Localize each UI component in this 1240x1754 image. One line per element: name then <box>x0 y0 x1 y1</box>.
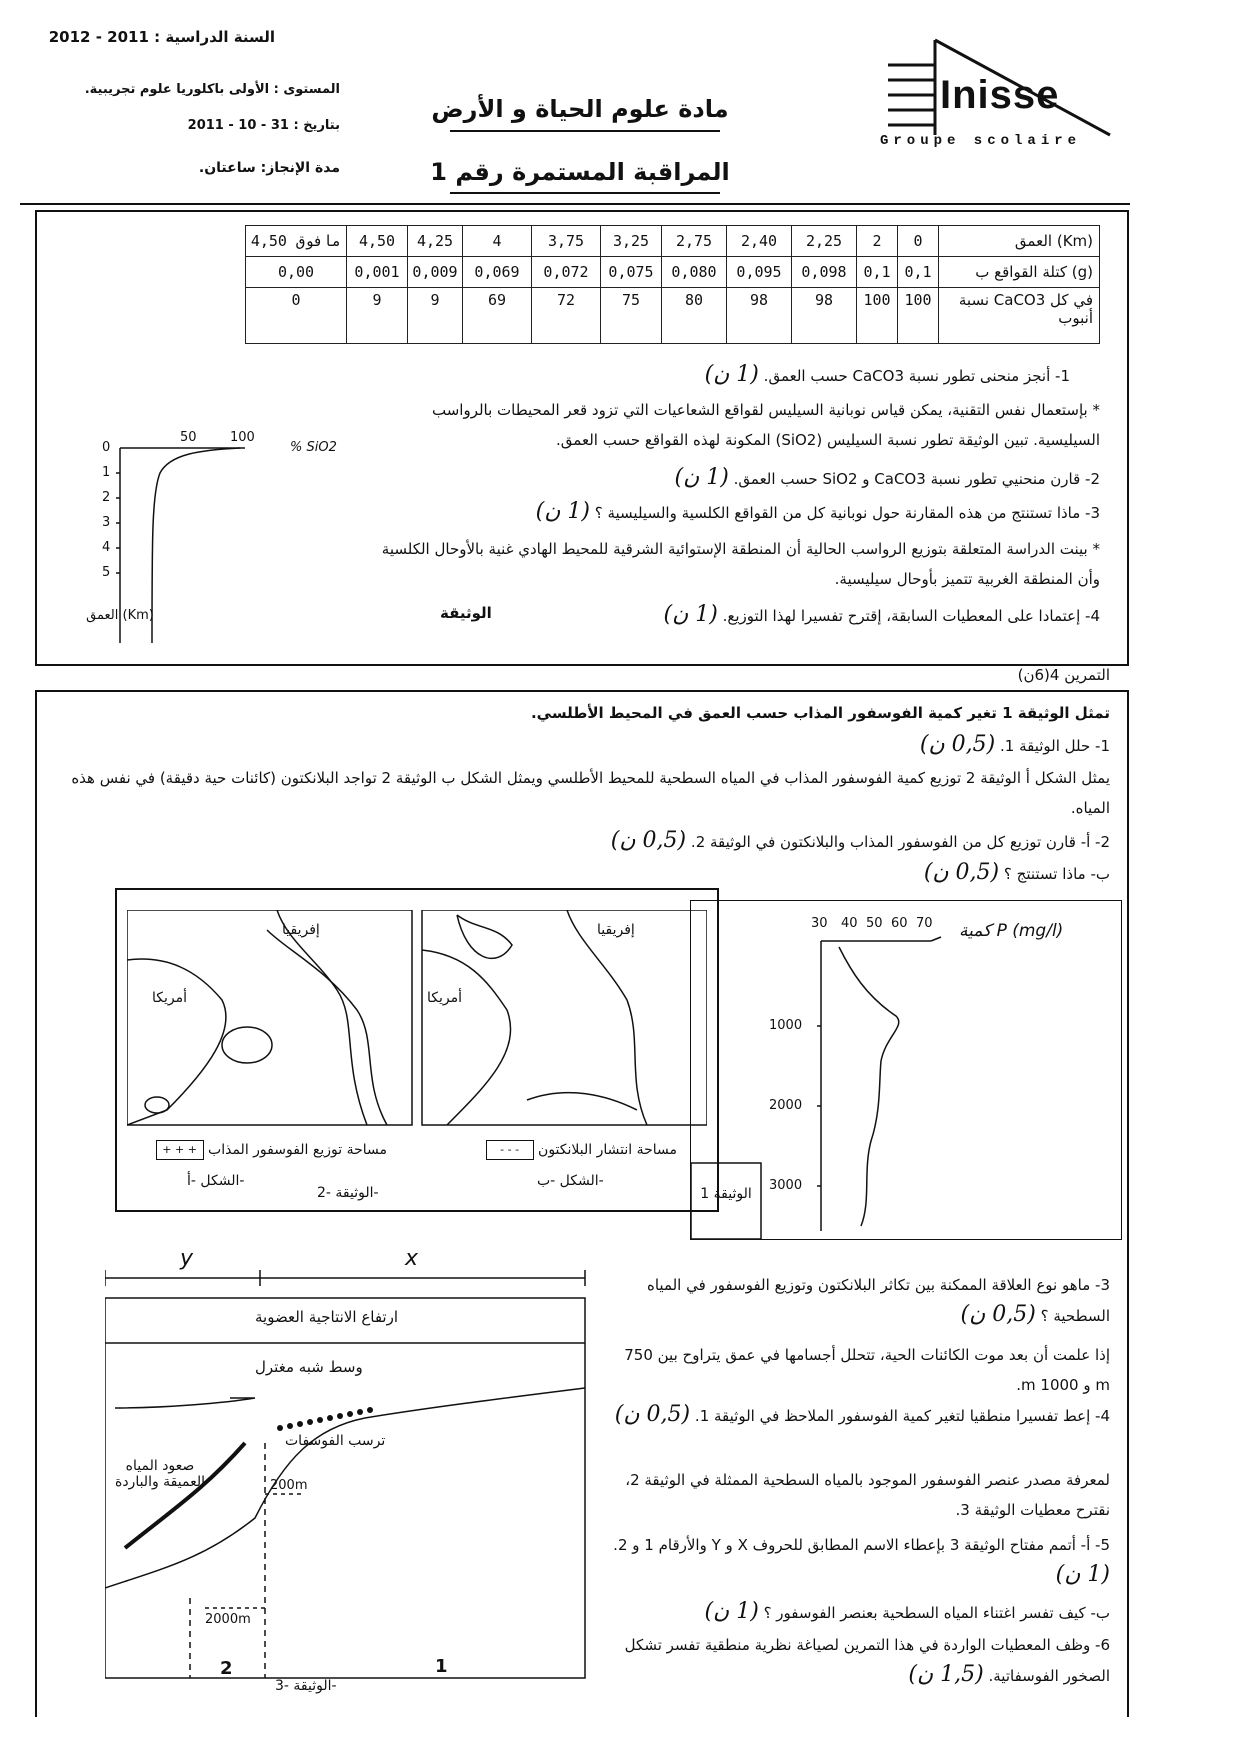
intro-paragraph: لمعرفة مصدر عنصر الفوسفور الموجود بالمياه السطحية الممثلة في الوثيقة 2، نقترح معطيات الوثيقة 3. <box>625 1471 1110 1519</box>
table-cell: 98 <box>792 288 857 344</box>
score-mark: (0,5 ن) <box>960 1302 1036 1327</box>
document-3 <box>105 1246 595 1698</box>
legend-a-text: مساحة توزيع الفوسفور المذاب <box>208 1142 387 1158</box>
score-mark: (0,5 ن) <box>919 732 996 757</box>
document-label: الوثيقة <box>440 604 492 622</box>
question-1: 1- حلل الوثيقة 1. (0,5 ن) <box>919 732 1110 757</box>
table-cell: 2,40 <box>727 226 792 257</box>
table-cell: 4,25 <box>408 226 463 257</box>
decay-zone-label: وسط شبه مغترل <box>255 1358 363 1376</box>
table-cell: 4 <box>463 226 532 257</box>
table-cell: 100 <box>898 288 939 344</box>
table-cell: 98 <box>727 288 792 344</box>
table-cell: 0,075 <box>601 257 662 288</box>
table-cell: 72 <box>532 288 601 344</box>
logo-name: Inisse <box>940 73 1060 117</box>
axis-title: كمية P (mg/l) <box>959 921 1064 941</box>
subject-title: مادة علوم الحياة و الأرض <box>431 95 729 123</box>
intro-paragraph: يمثل الشكل أ الوثيقة 2 توزيع كمية الفوسفور المذاب في المياه السطحية للمحيط الأطلسي ويمثل الشكل ب الوثيقة 2 تواجد البلانكتون (كائنات حية دقيقة) في نفس هذه المياه. <box>71 769 1110 817</box>
question-2a: 2- أ- قارن توزيع كل من الفوسفور المذاب والبلانكتون في الوثيقة 2. (0,5 ن) <box>610 828 1110 853</box>
row-label: نسبة CaCO3 في كل أنبوب <box>939 288 1100 344</box>
x-tick: 60 <box>891 916 908 931</box>
table-cell: 69 <box>463 288 532 344</box>
document-1 <box>690 900 1122 1240</box>
y-axis-label: العمق (Km) <box>86 608 154 623</box>
document-2 <box>115 888 719 1212</box>
question-3: 3- ماذا تستنتج من هذه المقارنة حول نوبانية كل من القواقع الكلسية والسيليسية ؟ (1 ن) <box>535 499 1100 524</box>
table-cell: 0,1 <box>898 257 939 288</box>
table-cell: 3,25 <box>601 226 662 257</box>
score-mark: (1 ن) <box>663 602 718 627</box>
map-label-africa: إفريقيا <box>282 922 320 938</box>
table-cell: 0,098 <box>792 257 857 288</box>
x-tick: 30 <box>811 916 828 931</box>
table-row <box>246 257 1100 288</box>
figure-b-label: الشكل -ب- <box>537 1173 604 1189</box>
question-4: 4- إعط تفسيرا منطقيا لتغير كمية الفوسفور الملاحظ في الوثيقة 1. (0,5 ن) <box>614 1402 1110 1427</box>
table-cell: 75 <box>601 288 662 344</box>
table-cell: 4,50 <box>347 226 408 257</box>
sio2-chart <box>80 418 370 653</box>
letter-x: x <box>405 1246 419 1271</box>
question-3: 3- ماهو نوع العلاقة الممكنة بين تكاثر البلانكتون وتوزيع الفوسفور في المياه السطحية ؟ (0,5 ن) <box>646 1276 1110 1327</box>
depth-table <box>245 225 1100 344</box>
y-tick: 5 <box>102 565 111 580</box>
x-tick: 70 <box>916 916 933 931</box>
logo-subtitle: Groupe scolaire <box>880 133 1082 149</box>
school-logo <box>880 35 1120 155</box>
table-cell: 0,009 <box>408 257 463 288</box>
question-1: 1- أنجز منحنى تطور نسبة CaCO3 حسب العمق. (1 ن) <box>704 362 1070 387</box>
table-cell: 0,080 <box>662 257 727 288</box>
exam-title: المراقبة المستمرة رقم 1 <box>430 158 730 186</box>
y-tick: 3000 <box>769 1178 803 1193</box>
map-label-america: أمريكا <box>427 990 463 1006</box>
table-cell: 0,001 <box>347 257 408 288</box>
exercise-title: التمرين 4(6ن) <box>1017 666 1110 684</box>
title-underline <box>450 130 720 132</box>
y-tick: 4 <box>102 540 111 555</box>
title-underline-2 <box>450 192 720 194</box>
note-paragraph: * بينت الدراسة المتعلقة بتوزيع الرواسب الحالية أن المنطقة الإستوائية الشرقية للمحيط الهادي غنية بالأوحال الكلسية وأن المنطقة الغربية تتميز بأوحال سيليسية. <box>381 540 1100 588</box>
header-rule <box>20 203 1130 205</box>
legend-a <box>137 1140 387 1160</box>
table-cell: 80 <box>662 288 727 344</box>
table-cell: 0,095 <box>727 257 792 288</box>
map-label-america: أمريكا <box>152 990 188 1006</box>
score-mark: (1,5 ن) <box>908 1662 984 1687</box>
question-6: 6- وظف المعطيات الواردة في هذا التمرين لصياغة نظرية منطقية تفسر تشكل الصخور الفوسفاتية. (1,5 ن) <box>624 1636 1110 1687</box>
duration: مدة الإنجاز: ساعتان. <box>198 160 340 176</box>
figure-a-label: الشكل -أ- <box>187 1173 245 1189</box>
table-cell: مافوق 4,50 <box>246 226 347 257</box>
organic-productivity-label: ارتفاع الانتاجية العضوية <box>255 1308 399 1326</box>
question-5a: 5- أ- أتمم مفتاح الوثيقة 3 بإعطاء الاسم المطابق للحروف X و Y والأرقام 1 و 2. (1 ن) <box>613 1536 1110 1587</box>
table-cell: 0,072 <box>532 257 601 288</box>
table-cell: 3,75 <box>532 226 601 257</box>
table-cell: 0 <box>898 226 939 257</box>
school-year: السنة الدراسية : 2011 - 2012 <box>48 28 275 46</box>
y-tick: 2 <box>102 490 111 505</box>
table-row <box>246 226 1100 257</box>
question-4: 4- إعتمادا على المعطيات السابقة، إقترح تفسيرا لهذا التوزيع. (1 ن) <box>663 602 1100 627</box>
letter-y: y <box>180 1246 194 1271</box>
zone-2-label: 2 <box>220 1658 233 1679</box>
upwelling-label: صعود المياه العميقة والباردة <box>114 1458 205 1490</box>
score-mark: (1 ن) <box>704 1599 759 1624</box>
table-cell: 0 <box>246 288 347 344</box>
level: المستوى : الأولى باكلوريا علوم تجريبية. <box>84 82 340 97</box>
exercise-intro: تمثل الوثيقة 1 تغير كمية الفوسفور المذاب حسب العمق في المحيط الأطلسي. <box>530 704 1110 722</box>
y-tick: 2000 <box>769 1098 803 1113</box>
x-axis-label: % SiO2 <box>290 440 337 455</box>
score-mark: (1 ن) <box>1055 1562 1110 1587</box>
question-5b: ب- كيف تفسر اغتناء المياه السطحية بعنصر الفوسفور ؟ (1 ن) <box>704 1599 1110 1624</box>
table-cell: 2,25 <box>792 226 857 257</box>
table-cell: 0,069 <box>463 257 532 288</box>
info-paragraph: إذا علمت أن بعد موت الكائنات الحية، تتحلل أجسامها في عمق يتراوح بين 750 m و 1000 m. <box>624 1346 1110 1394</box>
table-cell: 2,75 <box>662 226 727 257</box>
phosphate-deposit-label: ترسب الفوسفات <box>285 1433 386 1449</box>
score-mark: (1 ن) <box>704 362 759 387</box>
x-tick: 50 <box>866 916 883 931</box>
y-tick: 3 <box>102 515 111 530</box>
x-tick: 50 <box>180 430 197 445</box>
legend-b-text: مساحة انتشار البلانكتون <box>538 1142 677 1158</box>
score-mark: (0,5 ن) <box>923 860 1000 885</box>
depth-2000-label: 2000m <box>205 1612 251 1627</box>
date: بتاريخ : 31 - 10 - 2011 <box>187 118 340 133</box>
legend-a-symbol: + + + <box>156 1140 204 1160</box>
table-cell: 2 <box>857 226 898 257</box>
question-2: 2- قارن منحنيي تطور نسبة CaCO3 و SiO2 حسب العمق. (1 ن) <box>674 465 1100 490</box>
table-row <box>246 288 1100 344</box>
score-mark: (0,5 ن) <box>610 828 687 853</box>
score-mark: (1 ن) <box>674 465 729 490</box>
document-label: الوثيقة 1 <box>700 1186 752 1202</box>
score-mark: (0,5 ن) <box>614 1402 691 1427</box>
depth-200-label: 200m <box>270 1478 308 1493</box>
intro-paragraph: * بإستعمال نفس التقنية، يمكن قياس نوبانية السيليس لقواقع الشعاعيات التي تزود قعر المحيطات بالرواسب السيليسية. تبين الوثيقة تطور نسبة السيليس (SiO2) المكونة لهذه القواقع حسب العمق. <box>431 401 1100 449</box>
zone-1-label: 1 <box>435 1656 448 1677</box>
legend-b-symbol: - - - <box>486 1140 534 1160</box>
y-tick: 1 <box>102 465 111 480</box>
x-tick: 100 <box>230 430 255 445</box>
row-label: العمق (Km) <box>939 226 1100 257</box>
map-label-africa: إفريقيا <box>597 922 635 938</box>
document-label: الوثيقة -3- <box>275 1678 337 1694</box>
question-2b: ب- ماذا تستنتج ؟ (0,5 ن) <box>923 860 1110 885</box>
table-cell: 0,00 <box>246 257 347 288</box>
legend-b <box>417 1140 677 1160</box>
table-cell: 100 <box>857 288 898 344</box>
x-tick: 40 <box>841 916 858 931</box>
score-mark: (1 ن) <box>535 499 590 524</box>
table-cell: 9 <box>408 288 463 344</box>
table-cell: 0,1 <box>857 257 898 288</box>
table-cell: 9 <box>347 288 408 344</box>
document-label: الوثيقة -2- <box>317 1185 379 1201</box>
y-tick: 1000 <box>769 1018 803 1033</box>
y-tick: 0 <box>102 440 111 455</box>
row-label: كتلة القواقع ب (g) <box>939 257 1100 288</box>
